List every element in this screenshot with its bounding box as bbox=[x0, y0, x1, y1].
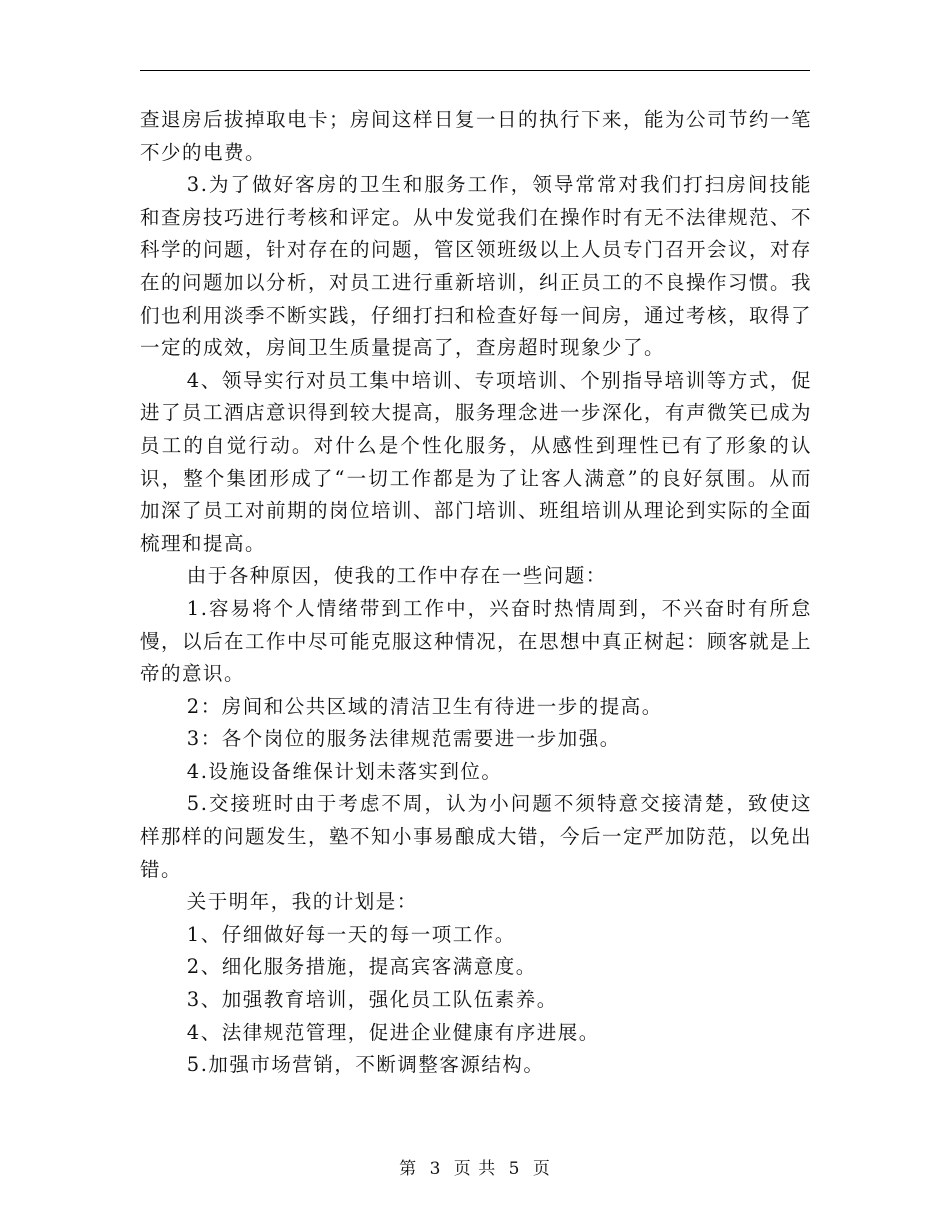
paragraph: 5.交接班时由于考虑不周，认为小问题不须特意交接清楚，致使这样那样的问题发生，塾不知小事易酿成大错，今后一定严加防范，以免出错。 bbox=[140, 792, 813, 881]
document-body bbox=[140, 104, 812, 1082]
total-pages-number: 5 bbox=[508, 1159, 521, 1179]
paragraph: 4.设施设备维保计划未落实到位。 bbox=[186, 759, 503, 783]
paragraph: 3、加强教育培训，强化员工队伍素养。 bbox=[186, 988, 558, 1012]
paragraph: 3.为了做好客房的卫生和服务工作，领导常常对我们打扫房间技能和查房技巧进行考核和评定。从中发觉我们在操作时有无不法律规范、不科学的问题，针对存在的问题，管区领班级以上人员专门召开会议，对存在的问题加以分析，对员工进行重新培训，纠正员工的不良操作习惯。我们也利用淡季不断实践，仔细打扫和检查好每一间房，通过考核，取得了一定的成效，房间卫生质量提高了，查房超时现象少了。 bbox=[140, 173, 813, 360]
page-footer bbox=[0, 1154, 950, 1179]
page-label-mid: 页 共 bbox=[453, 1159, 497, 1179]
paragraph: 4、法律规范管理，促进企业健康有序进展。 bbox=[186, 1020, 600, 1044]
paragraph: 4、领导实行对员工集中培训、专项培训、个别指导培训等方式，促进了员工酒店意识得到较大提高，服务理念进一步深化，有声微笑已成为员工的自觉行动。对什么是个性化服务，从感性到理性已有了形象的认识，整个集团形成了“一切工作都是为了让客人满意”的良好氛围。从而加深了员工对前期的岗位培训、部门培训、班组培训从理论到实际的全面梳理和提高。 bbox=[140, 368, 813, 555]
paragraph: 关于明年，我的计划是： bbox=[186, 890, 418, 914]
paragraph: 3：各个岗位的服务法律规范需要进一步加强。 bbox=[186, 727, 621, 751]
paragraph: 2、细化服务措施，提高宾客满意度。 bbox=[186, 955, 537, 979]
paragraph: 由于各种原因，使我的工作中存在一些问题： bbox=[186, 564, 607, 588]
paragraph: 1.容易将个人情绪带到工作中，兴奋时热情周到，不兴奋时有所怠慢，以后在工作中尽可能克服这种情况，在思想中真正树起：顾客就是上帝的意识。 bbox=[140, 596, 813, 686]
header-rule bbox=[140, 70, 810, 71]
paragraph: 1、仔细做好每一天的每一项工作。 bbox=[186, 922, 516, 946]
paragraph: 2：房间和公共区域的清洁卫生有待进一步的提高。 bbox=[186, 694, 663, 718]
current-page-number: 3 bbox=[429, 1159, 442, 1179]
page-label-suffix: 页 bbox=[532, 1159, 551, 1179]
page-label-prefix: 第 bbox=[399, 1159, 418, 1179]
paragraph: 5.加强市场营销，不断调整客源结构。 bbox=[186, 1053, 545, 1077]
paragraph: 查退房后拔掉取电卡；房间这样日复一日的执行下来，能为公司节约一笔不少的电费。 bbox=[140, 108, 813, 164]
